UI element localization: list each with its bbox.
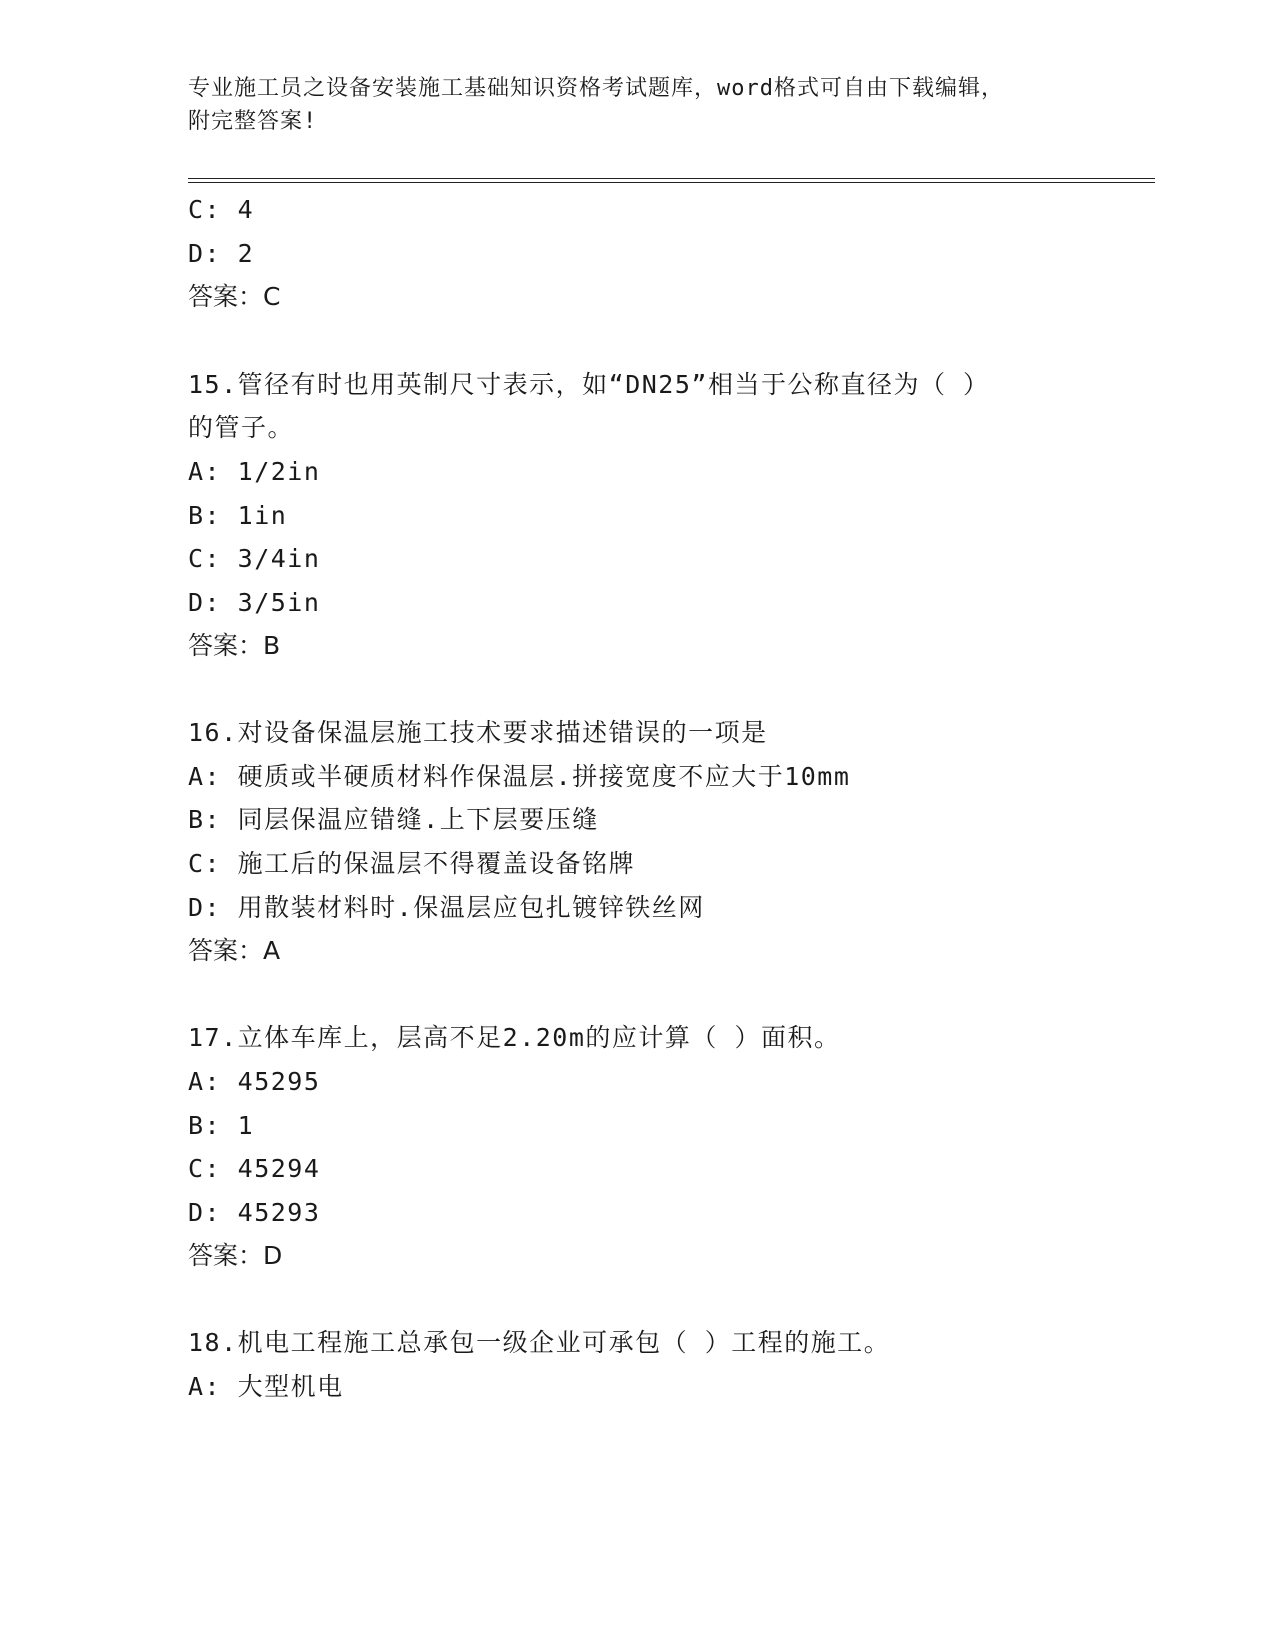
q16-stem: 16.对设备保温层施工技术要求描述错误的一项是 <box>188 718 768 747</box>
q17-option-a: A: 45295 <box>188 1067 321 1096</box>
q15-stem-line-2: 的管子。 <box>188 413 295 442</box>
q15-option-c: C: 3/4in <box>188 544 321 573</box>
q17-answer: 答案：D <box>188 1241 283 1270</box>
header-divider <box>188 178 1155 183</box>
header-title-line-2: 附完整答案! <box>188 109 318 134</box>
q15-option-d: D: 3/5in <box>188 588 321 617</box>
q17-option-c: C: 45294 <box>188 1154 321 1183</box>
document-header <box>188 72 1088 138</box>
q15-option-b: B: 1in <box>188 501 288 530</box>
carryover-option-d: D: 2 <box>188 239 255 268</box>
q17-stem: 17.立体车库上，层高不足2.20m的应计算（ ）面积。 <box>188 1023 841 1052</box>
q16-option-d: D: 用散装材料时.保温层应包扎镀锌铁丝网 <box>188 893 705 922</box>
q18-option-a: A: 大型机电 <box>188 1372 344 1401</box>
carryover-option-c: C: 4 <box>188 195 255 224</box>
q17-option-d: D: 45293 <box>188 1198 321 1227</box>
q17-option-b: B: 1 <box>188 1111 255 1140</box>
q16-option-a: A: 硬质或半硬质材料作保温层.拼接宽度不应大于10mm <box>188 762 851 791</box>
header-title-line-1: 专业施工员之设备安装施工基础知识资格考试题库，word格式可自由下载编辑， <box>188 76 1004 101</box>
carryover-answer: 答案：C <box>188 282 281 311</box>
q18-stem: 18.机电工程施工总承包一级企业可承包（ ）工程的施工。 <box>188 1328 891 1357</box>
q15-stem-line-1: 15.管径有时也用英制尺寸表示，如“DN25”相当于公称直径为（ ） <box>188 370 990 399</box>
q16-answer: 答案：A <box>188 936 281 965</box>
q16-option-c: C: 施工后的保温层不得覆盖设备铭牌 <box>188 849 636 878</box>
q15-option-a: A: 1/2in <box>188 457 321 486</box>
q15-answer: 答案：B <box>188 631 281 660</box>
q16-option-b: B: 同层保温应错缝.上下层要压缝 <box>188 805 599 834</box>
